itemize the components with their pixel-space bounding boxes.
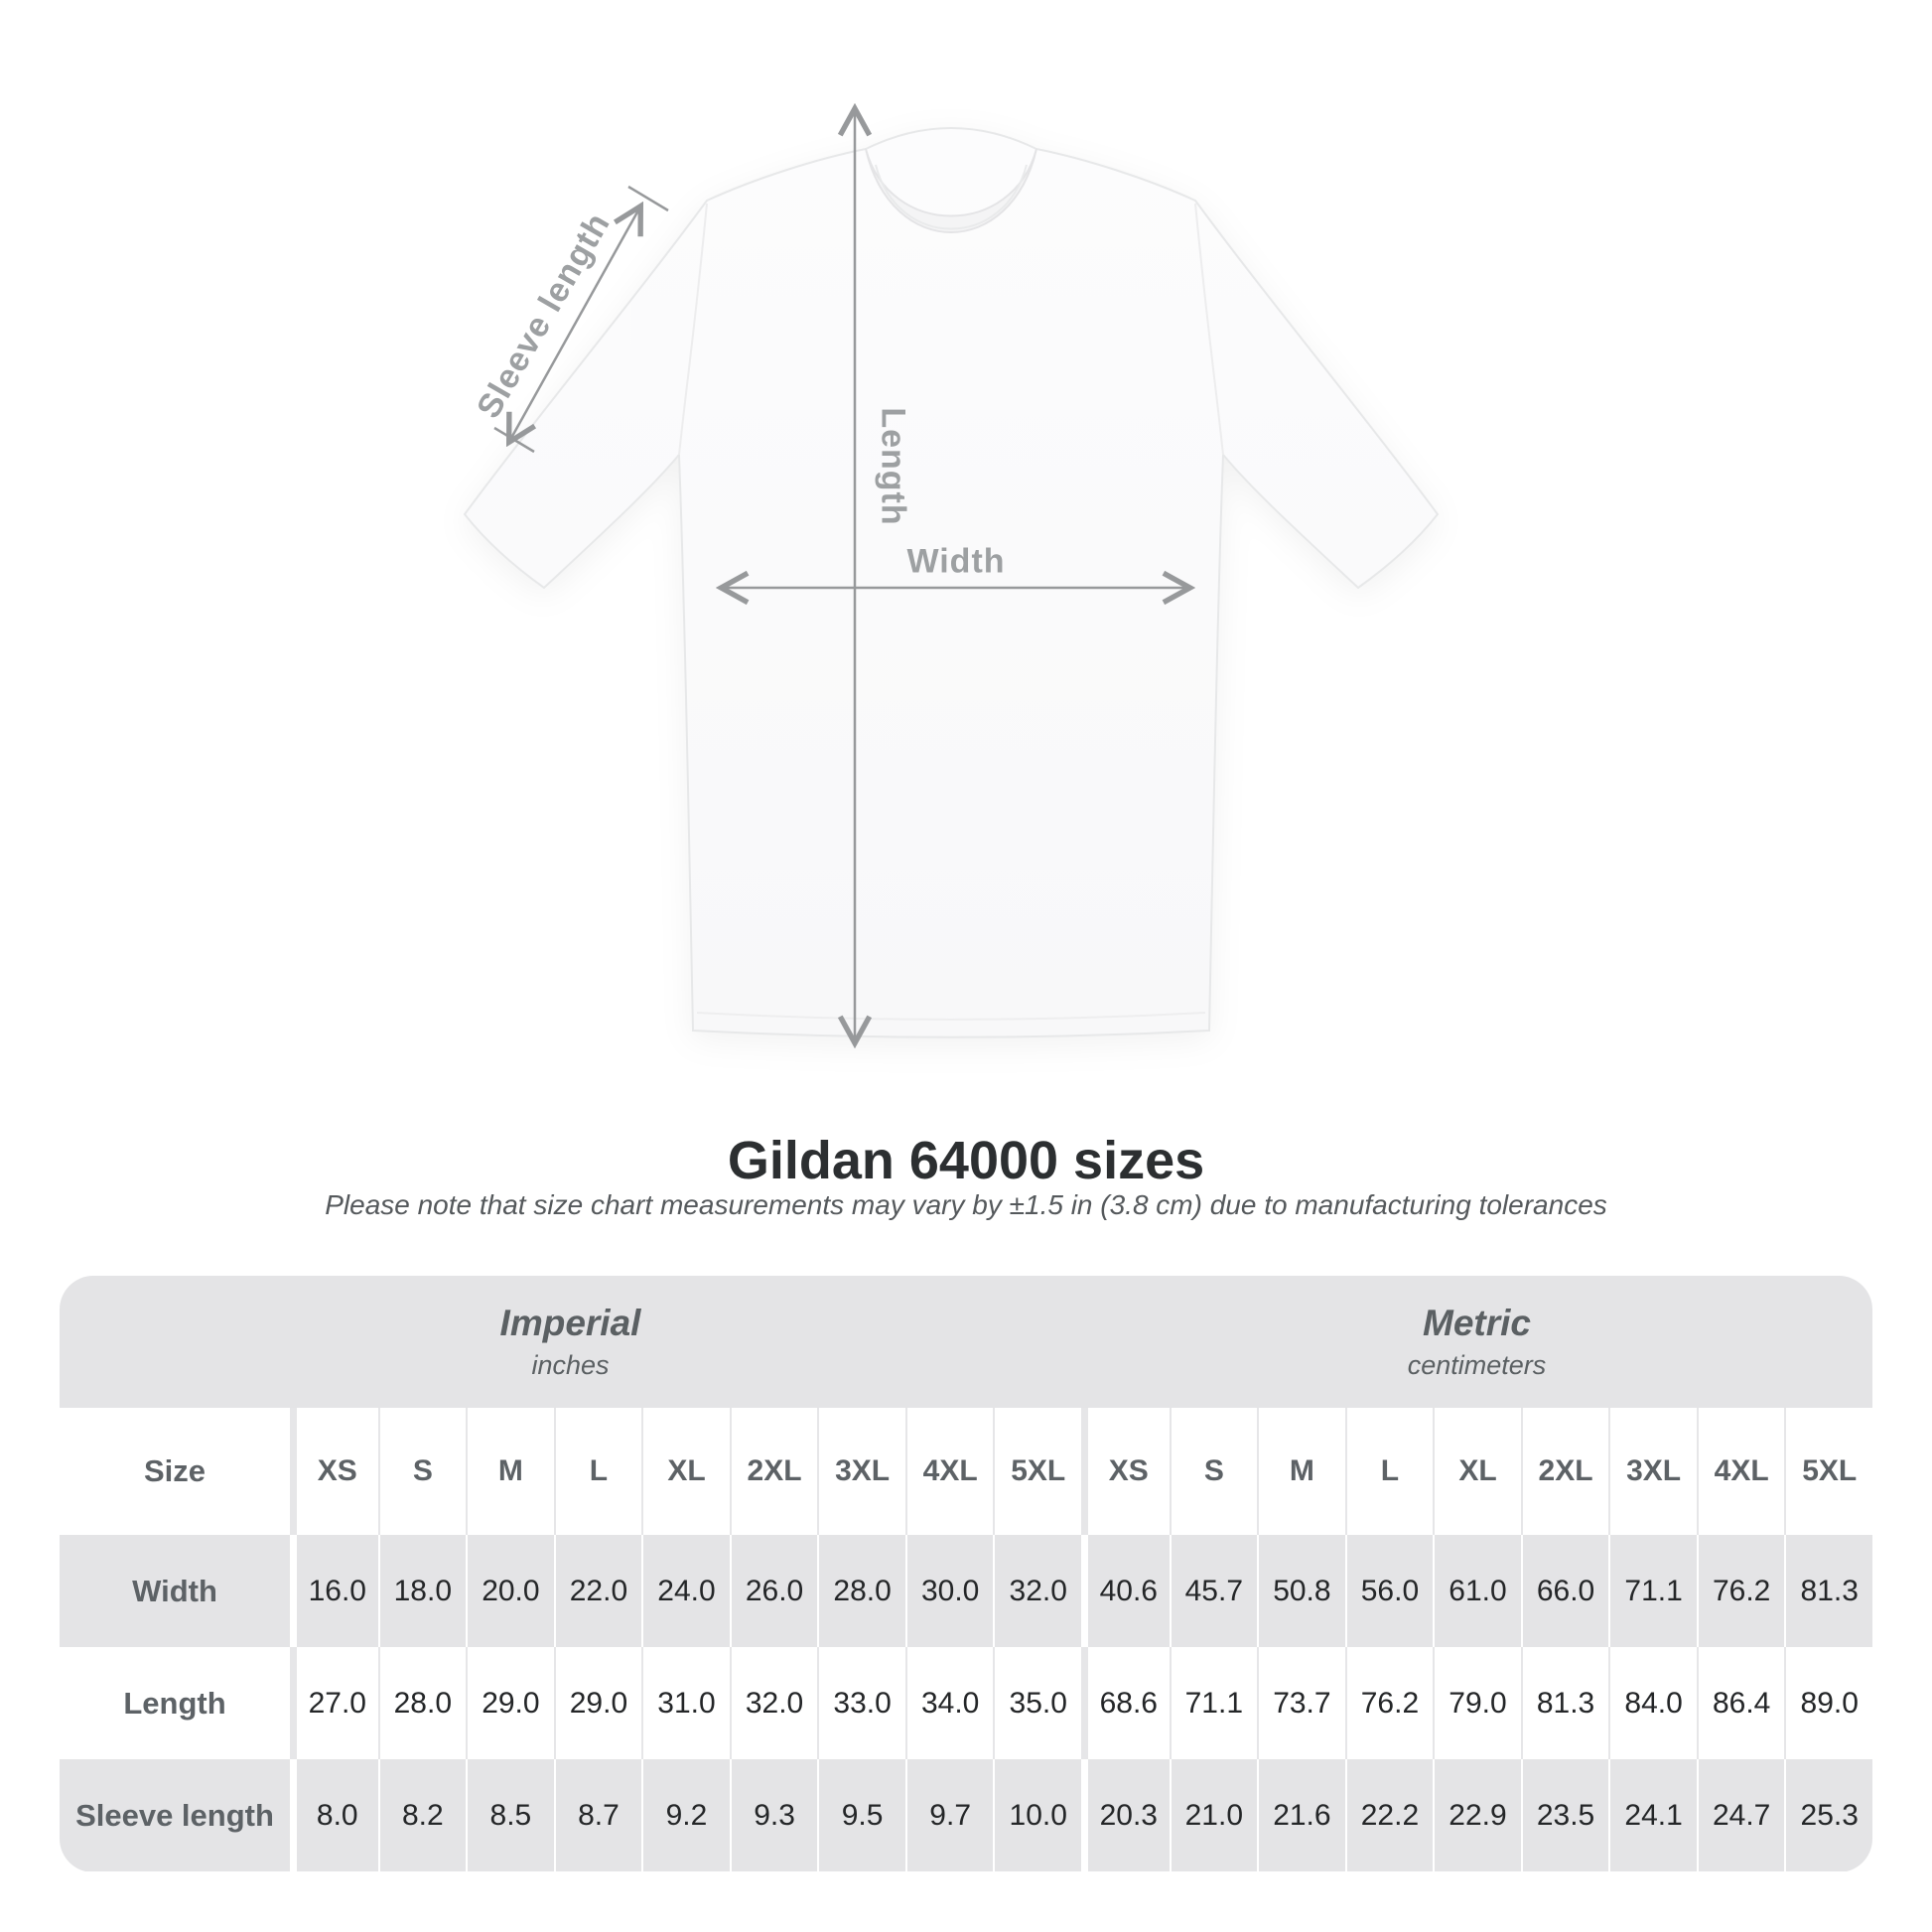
value-cell: 18.0 (378, 1535, 467, 1647)
value-cell: 29.0 (554, 1647, 642, 1759)
value-cell: 79.0 (1433, 1647, 1521, 1759)
width-label: Width (906, 542, 1006, 581)
value-cell: 89.0 (1784, 1647, 1872, 1759)
value-cell: 29.0 (466, 1647, 554, 1759)
size-column-header: 2XL (730, 1408, 818, 1535)
size-column-header: S (378, 1408, 467, 1535)
imperial-header (60, 1276, 1081, 1408)
value-cell: 50.8 (1257, 1535, 1345, 1647)
value-cell: 81.3 (1521, 1647, 1609, 1759)
value-cell: 24.7 (1697, 1759, 1785, 1871)
value-cell: 22.2 (1345, 1759, 1434, 1871)
value-cell: 76.2 (1697, 1535, 1785, 1647)
imperial-unit: inches (531, 1350, 610, 1380)
value-cell: 9.3 (730, 1759, 818, 1871)
value-cell: 86.4 (1697, 1647, 1785, 1759)
value-cell: 28.0 (378, 1647, 467, 1759)
value-cell: 32.0 (730, 1647, 818, 1759)
value-cell: 16.0 (290, 1535, 378, 1647)
value-cell: 10.0 (993, 1759, 1081, 1871)
size-column-header: XS (290, 1408, 378, 1535)
value-cell: 9.5 (817, 1759, 905, 1871)
value-cell: 32.0 (993, 1535, 1081, 1647)
row-label-length: Length (123, 1685, 226, 1721)
size-column-header: 3XL (817, 1408, 905, 1535)
size-column-header: 2XL (1521, 1408, 1609, 1535)
size-table (60, 1276, 1872, 1872)
value-cell: 8.5 (466, 1759, 554, 1871)
value-cell: 81.3 (1784, 1535, 1872, 1647)
imperial-title: Imperial (499, 1303, 641, 1343)
size-column-header: 4XL (905, 1408, 994, 1535)
unit-group-band (60, 1276, 1872, 1408)
value-cell: 31.0 (641, 1647, 730, 1759)
value-cell: 24.0 (641, 1535, 730, 1647)
value-cell: 20.0 (466, 1535, 554, 1647)
size-column-title: Size (143, 1453, 207, 1488)
value-cell: 76.2 (1345, 1647, 1434, 1759)
size-column-header: 4XL (1697, 1408, 1785, 1535)
value-cell: 9.2 (641, 1759, 730, 1871)
tshirt-body-path (465, 128, 1438, 1037)
page-title: Gildan 64000 sizes (727, 1131, 1205, 1190)
value-cell: 73.7 (1257, 1647, 1345, 1759)
size-column-header: XS (1081, 1408, 1170, 1535)
value-cell: 8.2 (378, 1759, 467, 1871)
value-cell: 35.0 (993, 1647, 1081, 1759)
sleeve-length-row (60, 1759, 1872, 1871)
value-cell: 45.7 (1170, 1535, 1258, 1647)
length-label: Length (874, 407, 912, 526)
size-column-header: L (554, 1408, 642, 1535)
value-cell: 21.6 (1257, 1759, 1345, 1871)
tolerance-note: Please note that size chart measurements may vary by ±1.5 in (3.8 cm) due to manufacturing tolerances (325, 1189, 1607, 1220)
metric-unit: centimeters (1407, 1350, 1547, 1380)
size-column-header: 3XL (1608, 1408, 1697, 1535)
value-cell: 22.9 (1433, 1759, 1521, 1871)
value-cell: 27.0 (290, 1647, 378, 1759)
length-row (60, 1647, 1872, 1759)
size-column-header: XL (641, 1408, 730, 1535)
value-cell: 84.0 (1608, 1647, 1697, 1759)
value-cell: 71.1 (1608, 1535, 1697, 1647)
value-cell: 28.0 (817, 1535, 905, 1647)
value-cell: 22.0 (554, 1535, 642, 1647)
value-cell: 34.0 (905, 1647, 994, 1759)
value-cell: 61.0 (1433, 1535, 1521, 1647)
value-cell: 20.3 (1081, 1759, 1170, 1871)
size-column-header: M (1257, 1408, 1345, 1535)
sleeve-length-label: Sleeve length (470, 206, 619, 425)
size-column-header: 5XL (993, 1408, 1081, 1535)
row-label-sleeve-length: Sleeve length (75, 1797, 274, 1833)
size-column-header: L (1345, 1408, 1434, 1535)
width-row (60, 1535, 1872, 1647)
value-cell: 8.7 (554, 1759, 642, 1871)
size-column-header: XL (1433, 1408, 1521, 1535)
value-cell: 8.0 (290, 1759, 378, 1871)
size-column-header: M (466, 1408, 554, 1535)
value-cell: 33.0 (817, 1647, 905, 1759)
value-cell: 21.0 (1170, 1759, 1258, 1871)
row-label-width: Width (132, 1573, 217, 1608)
value-cell: 66.0 (1521, 1535, 1609, 1647)
sleeve-arrow-top-tick (628, 187, 668, 210)
value-cell: 9.7 (905, 1759, 994, 1871)
value-cell: 71.1 (1170, 1647, 1258, 1759)
size-header-row (60, 1408, 1872, 1535)
value-cell: 30.0 (905, 1535, 994, 1647)
value-cell: 24.1 (1608, 1759, 1697, 1871)
value-cell: 40.6 (1081, 1535, 1170, 1647)
value-cell: 23.5 (1521, 1759, 1609, 1871)
size-column-header: 5XL (1784, 1408, 1872, 1535)
value-cell: 56.0 (1345, 1535, 1434, 1647)
value-cell: 26.0 (730, 1535, 818, 1647)
size-column-header: S (1170, 1408, 1258, 1535)
value-cell: 68.6 (1081, 1647, 1170, 1759)
value-cell: 25.3 (1784, 1759, 1872, 1871)
metric-title: Metric (1423, 1303, 1531, 1343)
metric-header (1081, 1276, 1872, 1408)
